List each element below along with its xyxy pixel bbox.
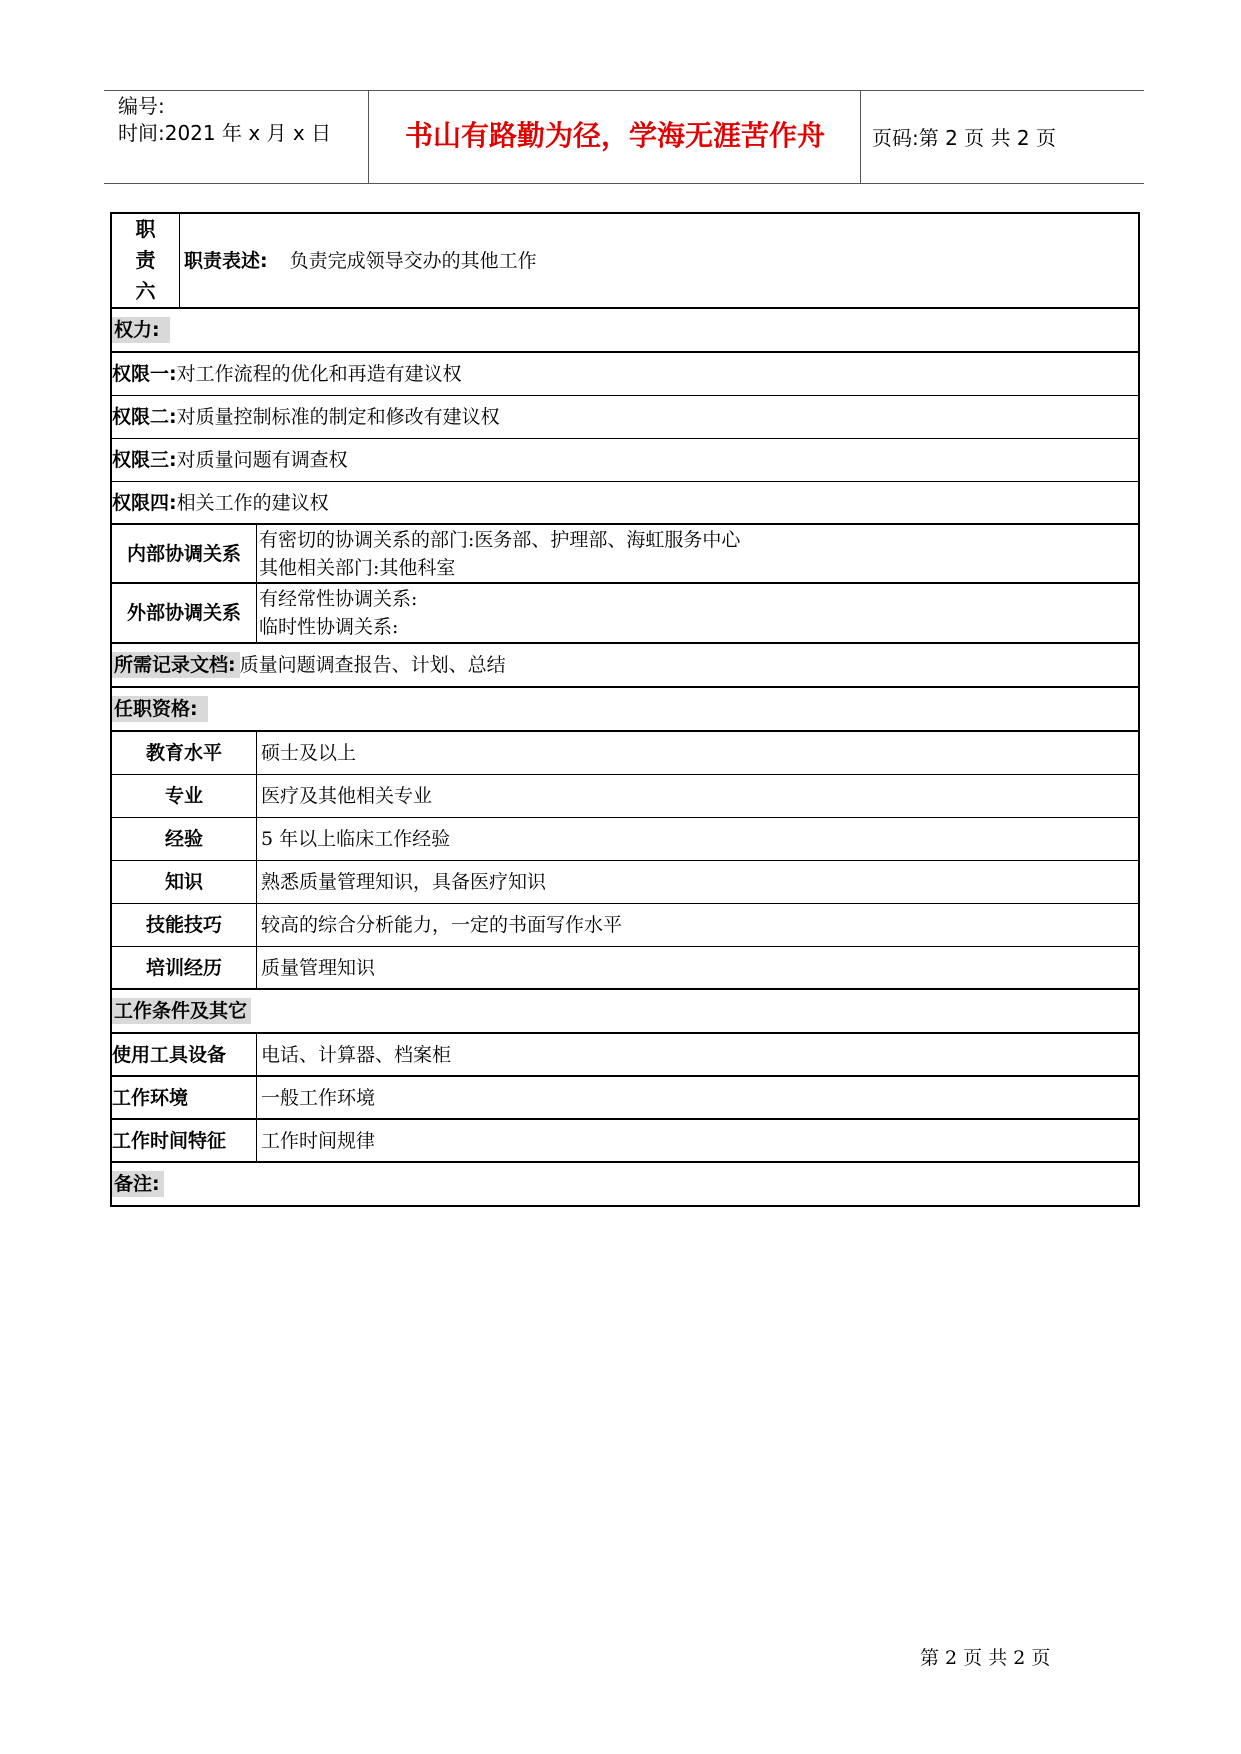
- qualifications-heading-cell: [112, 688, 1138, 730]
- authority-cell: [112, 482, 1138, 523]
- qualification-label: 教育水平: [112, 732, 257, 774]
- condition-label: 工作时间特征: [112, 1120, 257, 1161]
- records-row: [112, 644, 1138, 688]
- external-relations-line: 临时性协调关系:: [259, 616, 399, 638]
- authority-heading: 权力:: [112, 317, 170, 343]
- qualification-label: 技能技巧: [112, 904, 257, 946]
- internal-relations-row: [112, 525, 1138, 584]
- authority-row: [112, 353, 1138, 396]
- authority-row: [112, 396, 1138, 439]
- condition-value: 一般工作环境: [261, 1086, 376, 1109]
- internal-relations-label: 内部协调关系: [112, 525, 257, 582]
- records-value: 质量问题调查报告、计划、总结: [239, 654, 506, 676]
- qualification-label: 知识: [112, 861, 257, 903]
- qualification-label: 培训经历: [112, 947, 257, 988]
- conditions-heading: 工作条件及其它: [112, 998, 251, 1024]
- notes-cell: [112, 1163, 1138, 1205]
- qualification-row: [112, 947, 1138, 990]
- job-description-table: [110, 212, 1140, 1207]
- authority-label: 权限二:: [112, 406, 177, 428]
- qualification-row: [112, 904, 1138, 947]
- authority-cell: [112, 353, 1138, 395]
- authority-label: 权限四:: [112, 491, 177, 514]
- qualifications-heading: 任职资格:: [112, 696, 208, 722]
- header-motto: 书山有路勤为径，学海无涯苦作舟: [404, 119, 825, 152]
- condition-value: 电话、计算器、档案柜: [261, 1043, 452, 1066]
- qualification-value: 医疗及其他相关专业: [261, 785, 433, 807]
- condition-label: 使用工具设备: [112, 1034, 257, 1075]
- authority-row: [112, 482, 1138, 525]
- qualification-row: [112, 732, 1138, 775]
- external-relations-row: [112, 584, 1138, 644]
- qualification-row: [112, 818, 1138, 861]
- authority-row: [112, 439, 1138, 482]
- header-bottom-rule: [104, 183, 1144, 184]
- qualification-label: 专业: [112, 775, 257, 817]
- authority-heading-cell: [112, 309, 1138, 351]
- document-time-label: 时间:2021 年 x 月 x 日: [118, 121, 332, 145]
- notes-row: [112, 1163, 1138, 1205]
- header-divider-right: [860, 91, 861, 184]
- duty6-side-label: [112, 214, 180, 307]
- duty6-desc-label: 职责表述:: [184, 250, 268, 272]
- qualification-value: 5 年以上临床工作经验: [261, 828, 451, 850]
- authority-value: 相关工作的建议权: [176, 491, 329, 514]
- qualification-label: 经验: [112, 818, 257, 860]
- conditions-heading-row: [112, 990, 1138, 1034]
- authority-cell: [112, 439, 1138, 481]
- internal-relations-line: 有密切的协调关系的部门:医务部、护理部、海虹服务中心: [259, 528, 741, 551]
- header-divider-left: [368, 91, 369, 184]
- header-top-rule: [104, 90, 1144, 91]
- duty6-content: [180, 214, 1138, 307]
- qualification-value: 质量管理知识: [261, 956, 376, 979]
- records-cell: [112, 644, 1138, 686]
- authority-value: 对质量问题有调查权: [176, 449, 348, 471]
- authority-label: 权限一:: [112, 363, 177, 385]
- qualification-value: 硕士及以上: [261, 742, 357, 764]
- authority-value: 对质量控制标准的制定和修改有建议权: [176, 406, 500, 428]
- internal-relations-values: [257, 525, 1138, 582]
- page-footer: 第 2 页 共 2 页: [920, 1647, 1051, 1669]
- condition-row: [112, 1120, 1138, 1163]
- condition-value: 工作时间规律: [261, 1129, 376, 1152]
- duty6-char-3: 六: [135, 279, 156, 303]
- external-relations-label: 外部协调关系: [112, 584, 257, 642]
- duty6-row: [112, 214, 1138, 309]
- records-label: 所需记录文档:: [112, 652, 240, 678]
- qualifications-heading-row: [112, 688, 1138, 732]
- document-number-label: 编号:: [118, 94, 165, 118]
- condition-row: [112, 1034, 1138, 1077]
- qualification-value: 较高的综合分析能力，一定的书面写作水平: [261, 914, 623, 936]
- header-page-label: 页码:第 2 页 共 2 页: [872, 126, 1056, 150]
- authority-heading-row: [112, 309, 1138, 353]
- qualification-value: 熟悉质量管理知识，具备医疗知识: [261, 871, 547, 893]
- external-relations-line: 有经常性协调关系:: [259, 588, 418, 610]
- qualification-row: [112, 775, 1138, 818]
- notes-label: 备注:: [112, 1171, 164, 1197]
- conditions-heading-cell: [112, 990, 1138, 1032]
- external-relations-values: [257, 584, 1138, 642]
- authority-label: 权限三:: [112, 449, 177, 471]
- condition-row: [112, 1077, 1138, 1120]
- qualification-row: [112, 861, 1138, 904]
- duty6-char-1: 职: [135, 217, 156, 241]
- authority-value: 对工作流程的优化和再造有建议权: [176, 363, 462, 385]
- condition-label: 工作环境: [112, 1077, 257, 1118]
- authority-cell: [112, 396, 1138, 438]
- internal-relations-line: 其他相关部门:其他科室: [259, 556, 456, 579]
- duty6-desc-value: 负责完成领导交办的其他工作: [289, 250, 537, 272]
- duty6-char-2: 责: [135, 248, 156, 272]
